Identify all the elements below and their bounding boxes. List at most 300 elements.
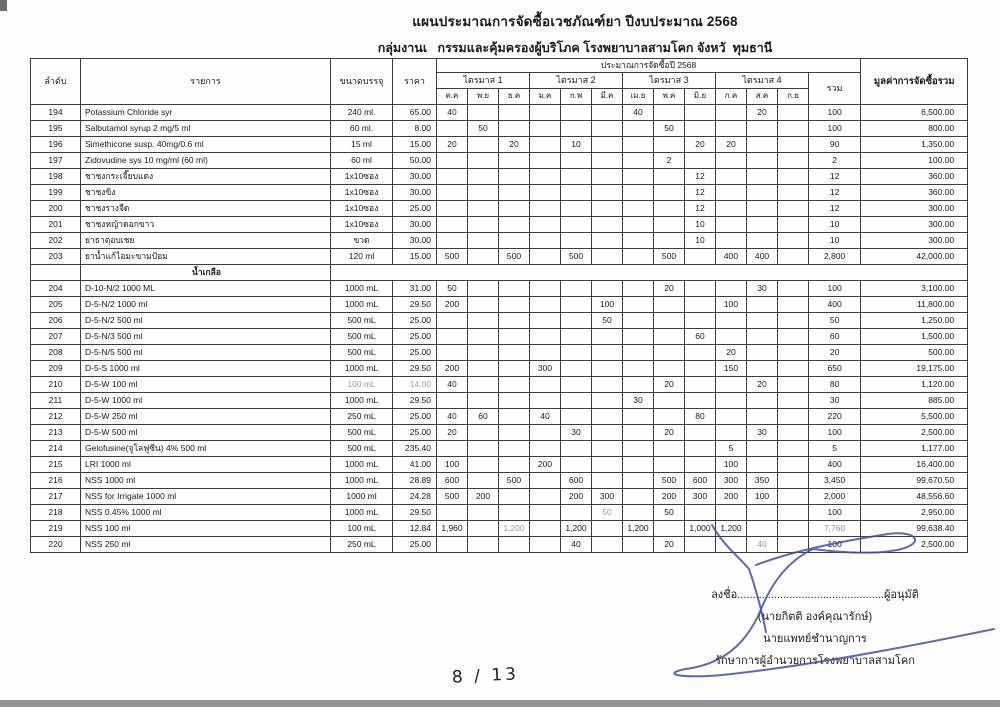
- cell-month: [716, 105, 747, 121]
- cell-month: [747, 329, 778, 345]
- header-month: ก.ย: [778, 89, 809, 105]
- cell-month: 600: [685, 473, 716, 489]
- cell-item: D-5-N/5 500 ml: [81, 345, 331, 361]
- cell-month: [499, 457, 530, 473]
- cell-pack: 1x10ซอง: [331, 217, 393, 233]
- cell-month: [499, 233, 530, 249]
- cell-month: [623, 313, 654, 329]
- cell-month: [530, 393, 561, 409]
- cell-month: [592, 105, 623, 121]
- cell-month: [592, 153, 623, 169]
- cell-total: 100: [809, 121, 861, 137]
- cell-month: [623, 185, 654, 201]
- header-month: ต.ค: [437, 89, 468, 105]
- cell-month: [685, 377, 716, 393]
- cell-month: [468, 105, 499, 121]
- cell-month: [592, 201, 623, 217]
- scanner-edge-bar: [0, 700, 1000, 707]
- cell-month: [778, 409, 809, 425]
- cell-month: [530, 297, 561, 313]
- cell-item: LRI 1000 ml: [81, 457, 331, 473]
- cell-no: 194: [31, 105, 81, 121]
- cell-price: 25.00: [393, 425, 437, 441]
- cell-month: 40: [530, 409, 561, 425]
- cell-month: [499, 377, 530, 393]
- cell-month: 100: [716, 457, 747, 473]
- cell-item: D-5-W 250 ml: [81, 409, 331, 425]
- table-body: [31, 105, 968, 553]
- cell-month: [530, 153, 561, 169]
- cell-month: 20: [437, 425, 468, 441]
- cell-month: [778, 329, 809, 345]
- table-row: [31, 537, 968, 553]
- cell-pack: 500 mL: [331, 345, 393, 361]
- cell-month: [778, 457, 809, 473]
- cell-month: [468, 441, 499, 457]
- signature-block: [700, 584, 930, 672]
- cell-total: 100: [809, 105, 861, 121]
- cell-total: 12: [809, 185, 861, 201]
- cell-month: [468, 137, 499, 153]
- table-row: [31, 345, 968, 361]
- cell-month: 12: [685, 169, 716, 185]
- cell-month: [468, 329, 499, 345]
- cell-pack: ขวด: [331, 233, 393, 249]
- cell-value: 1,350.00: [861, 137, 968, 153]
- header-plan-year: ประมาณการจัดซื้อปี 2568: [437, 59, 861, 73]
- cell-value: 6,500.00: [861, 105, 968, 121]
- cell-total: 2,800: [809, 249, 861, 265]
- cell-pack: 240 ml.: [331, 105, 393, 121]
- cell-price: 30.00: [393, 233, 437, 249]
- cell-month: [499, 425, 530, 441]
- cell-month: [530, 537, 561, 553]
- document-header: [0, 10, 1000, 58]
- cell-month: 20: [747, 105, 778, 121]
- cell-month: [747, 457, 778, 473]
- cell-month: [654, 169, 685, 185]
- cell-month: [592, 473, 623, 489]
- cell-month: [623, 281, 654, 297]
- cell-value: 1,250.00: [861, 313, 968, 329]
- cell-month: [499, 537, 530, 553]
- cell-price: 50.00: [393, 153, 437, 169]
- cell-pack: 100 mL: [331, 521, 393, 537]
- cell-month: [623, 489, 654, 505]
- cell-value: 360.00: [861, 169, 968, 185]
- header-quarter-2: ไตรมาส 2: [530, 73, 623, 89]
- cell-pack: 1000 mL: [331, 473, 393, 489]
- handwritten-page-number: 8 / 13: [451, 664, 520, 688]
- cell-month: 30: [623, 393, 654, 409]
- cell-item: D-10-N/2 1000 ML: [81, 281, 331, 297]
- cell-month: 1,200: [623, 521, 654, 537]
- cell-month: [685, 361, 716, 377]
- cell-month: [437, 153, 468, 169]
- cell-price: 15.00: [393, 249, 437, 265]
- cell-month: 500: [499, 473, 530, 489]
- cell-month: 600: [437, 473, 468, 489]
- cell-pack: 60 ml: [331, 153, 393, 169]
- cell-value: 885.00: [861, 393, 968, 409]
- cell-month: 200: [468, 489, 499, 505]
- table-row: [31, 425, 968, 441]
- cell-month: 20: [499, 137, 530, 153]
- cell-month: [623, 217, 654, 233]
- cell-month: [592, 409, 623, 425]
- cell-month: [530, 377, 561, 393]
- cell-month: [778, 521, 809, 537]
- cell-month: [778, 169, 809, 185]
- cell-month: [561, 345, 592, 361]
- cell-month: [468, 425, 499, 441]
- cell-no: 198: [31, 169, 81, 185]
- cell-month: [716, 505, 747, 521]
- cell-month: [716, 313, 747, 329]
- cell-month: [592, 169, 623, 185]
- cell-month: [468, 217, 499, 233]
- cell-month: [592, 441, 623, 457]
- cell-value: 100.00: [861, 153, 968, 169]
- cell-month: [499, 105, 530, 121]
- cell-pack: 1x10ซอง: [331, 201, 393, 217]
- table-row: [31, 521, 968, 537]
- approver-position-1: นายแพทย์ชำนาญการ: [763, 633, 867, 645]
- cell-month: [530, 473, 561, 489]
- cell-price: 25.00: [393, 409, 437, 425]
- cell-month: [654, 297, 685, 313]
- cell-value: 300.00: [861, 217, 968, 233]
- cell-month: [592, 537, 623, 553]
- cell-month: [716, 153, 747, 169]
- cell-total: 12: [809, 201, 861, 217]
- header-month: ม.ค: [530, 89, 561, 105]
- cell-month: 20: [654, 281, 685, 297]
- header-pack: ขนาดบรรจุ: [331, 59, 393, 105]
- cell-month: [654, 137, 685, 153]
- cell-month: [778, 441, 809, 457]
- cell-month: [530, 441, 561, 457]
- cell-month: [654, 201, 685, 217]
- cell-price: 8.00: [393, 121, 437, 137]
- cell-month: [747, 345, 778, 361]
- cell-month: [437, 345, 468, 361]
- cell-month: [778, 121, 809, 137]
- cell-month: [561, 409, 592, 425]
- cell-pack: 1x10ซอง: [331, 169, 393, 185]
- cell-month: [623, 377, 654, 393]
- cell-month: [685, 313, 716, 329]
- cell-month: [592, 457, 623, 473]
- cell-month: [685, 425, 716, 441]
- cell-month: 100: [747, 489, 778, 505]
- cell-item: D-5-N/2 500 ml: [81, 313, 331, 329]
- cell-value: 5,500.00: [861, 409, 968, 425]
- cell-month: [592, 345, 623, 361]
- cell-value: 3,100.00: [861, 281, 968, 297]
- cell-total: 2: [809, 153, 861, 169]
- header-month: ส.ค: [747, 89, 778, 105]
- cell-month: [437, 329, 468, 345]
- cell-month: 1,200: [716, 521, 747, 537]
- cell-month: [468, 457, 499, 473]
- cell-month: [654, 409, 685, 425]
- cell-month: [654, 345, 685, 361]
- page-title: แผนประมาณการจัดซื้อเวชภัณฑ์ยา ปีงบประมาณ 2568: [412, 14, 738, 29]
- cell-month: [499, 201, 530, 217]
- cell-month: [623, 121, 654, 137]
- cell-month: [778, 153, 809, 169]
- cell-month: [747, 505, 778, 521]
- cell-month: 20: [654, 537, 685, 553]
- cell-no: 204: [31, 281, 81, 297]
- cell-total: 400: [809, 457, 861, 473]
- cell-total: 650: [809, 361, 861, 377]
- cell-month: [530, 425, 561, 441]
- cell-month: 50: [654, 505, 685, 521]
- cell-month: 400: [716, 249, 747, 265]
- cell-month: 300: [716, 473, 747, 489]
- cell-month: [468, 297, 499, 313]
- cell-item: NSS 0.45% 1000 ml: [81, 505, 331, 521]
- cell-month: [468, 361, 499, 377]
- cell-month: [685, 441, 716, 457]
- cell-month: 50: [437, 281, 468, 297]
- cell-price: 25.00: [393, 201, 437, 217]
- table-row: [31, 361, 968, 377]
- cell-month: [499, 393, 530, 409]
- cell-total: 400: [809, 297, 861, 313]
- cell-month: [468, 473, 499, 489]
- cell-month: [778, 313, 809, 329]
- cell-month: [685, 121, 716, 137]
- cell-month: 10: [561, 137, 592, 153]
- cell-month: [561, 457, 592, 473]
- cell-month: [499, 345, 530, 361]
- cell-month: [778, 185, 809, 201]
- cell-month: [716, 329, 747, 345]
- cell-price: 29.50: [393, 393, 437, 409]
- cell-month: [747, 521, 778, 537]
- cell-month: [561, 105, 592, 121]
- cell-month: [654, 457, 685, 473]
- cell-no: 206: [31, 313, 81, 329]
- cell-month: [778, 105, 809, 121]
- cell-month: 50: [468, 121, 499, 137]
- cell-month: [468, 185, 499, 201]
- table-row: [31, 233, 968, 249]
- cell-month: [468, 249, 499, 265]
- cell-month: 300: [530, 361, 561, 377]
- cell-no: 215: [31, 457, 81, 473]
- cell-month: [747, 185, 778, 201]
- cell-no: 211: [31, 393, 81, 409]
- cell-no: 209: [31, 361, 81, 377]
- cell-value: 2,500.00: [861, 537, 968, 553]
- cell-month: 500: [499, 249, 530, 265]
- cell-month: [530, 249, 561, 265]
- cell-month: [499, 329, 530, 345]
- header-row-total: รวม: [809, 73, 861, 105]
- cell-month: [685, 457, 716, 473]
- cell-month: [530, 137, 561, 153]
- cell-month: [654, 521, 685, 537]
- cell-month: 40: [561, 537, 592, 553]
- cell-month: [654, 105, 685, 121]
- cell-month: [499, 185, 530, 201]
- cell-price: 65.00: [393, 105, 437, 121]
- cell-item: NSS 250 ml: [81, 537, 331, 553]
- cell-month: [499, 169, 530, 185]
- header-month: เม.ย: [623, 89, 654, 105]
- cell-no: 203: [31, 249, 81, 265]
- cell-month: [654, 233, 685, 249]
- cell-item: Potassium Chloride syr: [81, 105, 331, 121]
- cell-price: 235.40: [393, 441, 437, 457]
- cell-month: [561, 153, 592, 169]
- cell-month: [623, 329, 654, 345]
- cell-price: 25.00: [393, 329, 437, 345]
- cell-no: 217: [31, 489, 81, 505]
- cell-month: [530, 185, 561, 201]
- header-price: ราคา: [393, 59, 437, 105]
- table-row: [31, 489, 968, 505]
- cell-month: [561, 233, 592, 249]
- cell-month: [592, 233, 623, 249]
- cell-value: 500.00: [861, 345, 968, 361]
- header-total-value: มูลค่าการจัดซื้อรวม: [861, 59, 968, 105]
- cell-item: D-5-W 500 ml: [81, 425, 331, 441]
- cell-pack: 500 mL: [331, 441, 393, 457]
- cell-month: [778, 201, 809, 217]
- cell-month: [437, 441, 468, 457]
- cell-month: [623, 153, 654, 169]
- cell-month: [778, 281, 809, 297]
- cell-month: [685, 153, 716, 169]
- cell-total: 60: [809, 329, 861, 345]
- table-row: [31, 409, 968, 425]
- cell-month: 10: [685, 217, 716, 233]
- cell-month: [468, 153, 499, 169]
- cell-month: [685, 393, 716, 409]
- cell-month: [716, 377, 747, 393]
- cell-month: [623, 537, 654, 553]
- cell-month: [716, 201, 747, 217]
- cell-value: 800.00: [861, 121, 968, 137]
- cell-price: 25.00: [393, 313, 437, 329]
- cell-total: 100: [809, 537, 861, 553]
- cell-price: 30.00: [393, 169, 437, 185]
- cell-total: 2,000: [809, 489, 861, 505]
- cell-no: 199: [31, 185, 81, 201]
- cell-item: ยาน้ำแก้ไอมะขามป้อม: [81, 249, 331, 265]
- cell-no: 213: [31, 425, 81, 441]
- cell-month: [561, 121, 592, 137]
- cell-month: [654, 329, 685, 345]
- cell-month: [778, 217, 809, 233]
- table-row: [31, 297, 968, 313]
- cell-month: [530, 521, 561, 537]
- header-month: พ.ย: [468, 89, 499, 105]
- cell-value: 1,500.00: [861, 329, 968, 345]
- cell-pack: 500 mL: [331, 313, 393, 329]
- cell-month: [592, 521, 623, 537]
- table-row: [31, 137, 968, 153]
- cell-month: [623, 201, 654, 217]
- cell-month: 80: [685, 409, 716, 425]
- cell-total: 20: [809, 345, 861, 361]
- cell-total: 12: [809, 169, 861, 185]
- cell-price: 29.50: [393, 361, 437, 377]
- cell-month: [747, 153, 778, 169]
- table-row: [31, 473, 968, 489]
- cell-total: 80: [809, 377, 861, 393]
- section-filler: [331, 265, 968, 281]
- cell-no: [31, 265, 81, 281]
- cell-month: [561, 361, 592, 377]
- cell-month: [561, 185, 592, 201]
- cell-month: [561, 297, 592, 313]
- cell-price: 25.00: [393, 537, 437, 553]
- header-quarter-3: ไตรมาส 3: [623, 73, 716, 89]
- cell-no: 208: [31, 345, 81, 361]
- cell-month: [623, 361, 654, 377]
- cell-month: 30: [747, 425, 778, 441]
- cell-month: [468, 505, 499, 521]
- page-subtitle: กลุ่มงานเ กรรมและคุ้มครองผู้บริโภค โรงพยาบาลสามโคก จังหวั ทุมธานี: [377, 41, 773, 55]
- cell-month: [623, 345, 654, 361]
- cell-month: [778, 297, 809, 313]
- cell-month: [468, 169, 499, 185]
- cell-month: [499, 313, 530, 329]
- cell-month: 40: [437, 377, 468, 393]
- cell-value: 300.00: [861, 201, 968, 217]
- cell-month: [530, 281, 561, 297]
- cell-month: 60: [468, 409, 499, 425]
- cell-total: 100: [809, 505, 861, 521]
- cell-month: [716, 217, 747, 233]
- header-month: ธ.ค: [499, 89, 530, 105]
- cell-month: [778, 377, 809, 393]
- cell-pack: 15 ml: [331, 137, 393, 153]
- cell-month: [468, 393, 499, 409]
- table-row: [31, 457, 968, 473]
- cell-no: 195: [31, 121, 81, 137]
- cell-month: 200: [654, 489, 685, 505]
- cell-price: 30.00: [393, 217, 437, 233]
- table-row: [31, 329, 968, 345]
- cell-month: 150: [716, 361, 747, 377]
- cell-item: Salbutamol syrup 2 mg/5 ml: [81, 121, 331, 137]
- header-quarter-4: ไตรมาส 4: [716, 73, 809, 89]
- cell-no: 207: [31, 329, 81, 345]
- cell-value: 300.00: [861, 233, 968, 249]
- cell-total: 7,760: [809, 521, 861, 537]
- cell-month: [592, 393, 623, 409]
- table-row: [31, 169, 968, 185]
- cell-month: [716, 409, 747, 425]
- cell-month: [747, 393, 778, 409]
- cell-item: NSS for Irrigate 1000 ml: [81, 489, 331, 505]
- cell-item: ชาชงกระเจี๊ยบแดง: [81, 169, 331, 185]
- cell-month: 200: [561, 489, 592, 505]
- cell-month: [778, 489, 809, 505]
- cell-month: [530, 169, 561, 185]
- cell-month: [716, 281, 747, 297]
- cell-total: 10: [809, 217, 861, 233]
- table-row: [31, 201, 968, 217]
- cell-total: 100: [809, 425, 861, 441]
